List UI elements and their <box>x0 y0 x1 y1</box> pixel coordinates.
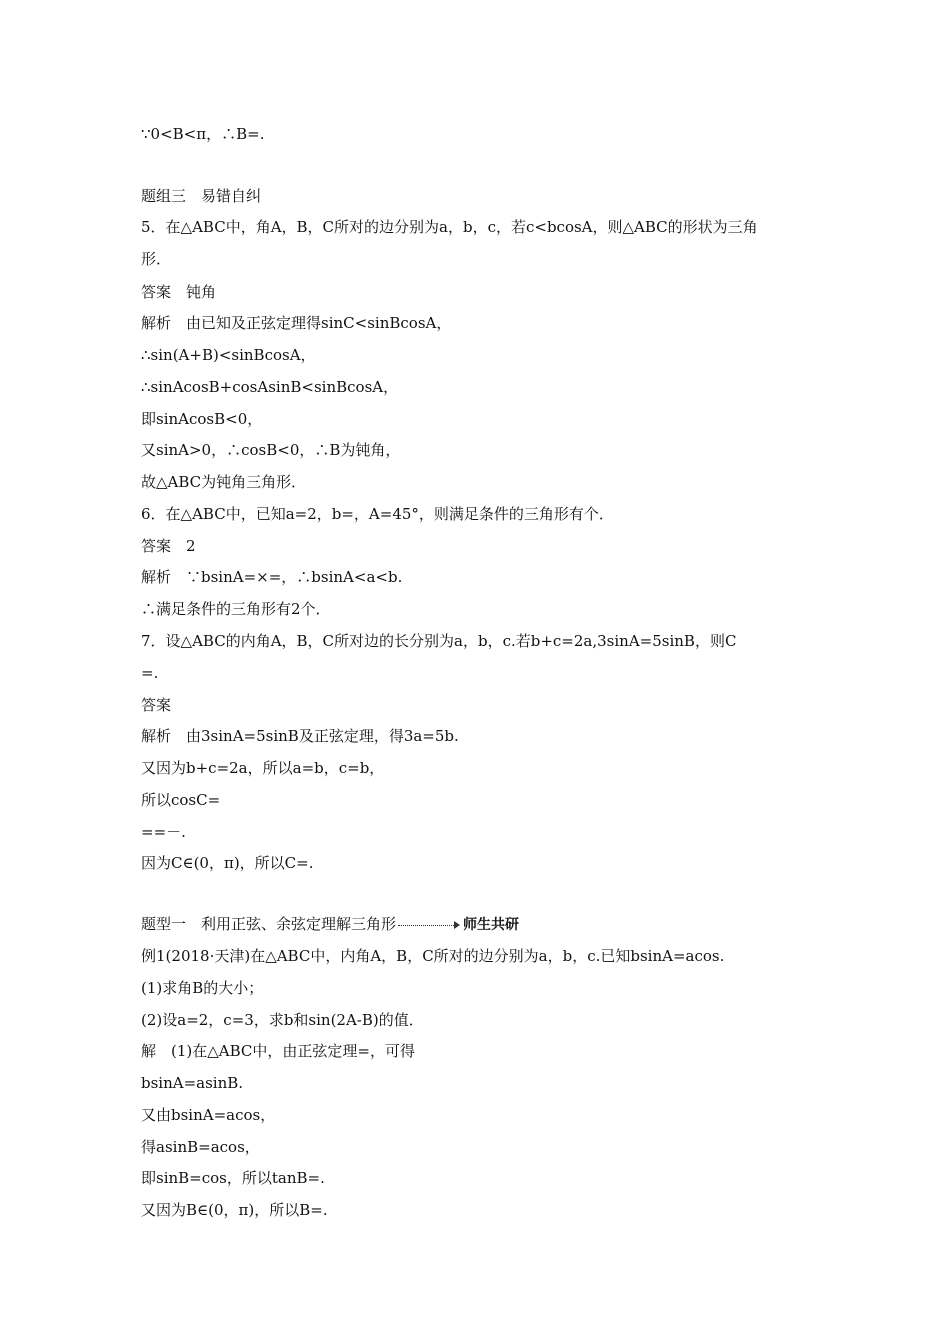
text-line: bsinA=asinB. <box>141 1074 244 1092</box>
teacher-student-tag <box>398 915 519 935</box>
problem-7: 7．设△ABC的内角A，B，C所对边的长分别为a，b，c.若b+c=2a,3sinA=5sinB，则C <box>141 632 737 650</box>
text-line: 又因为B∈(0，π)，所以B=. <box>141 1201 328 1219</box>
text-line: 故△ABC为钝角三角形． <box>141 473 307 491</box>
section-heading: 题组三 易错自纠 <box>141 187 262 205</box>
dotted-leader <box>398 925 454 926</box>
text-line: 所以cosC= <box>141 791 221 809</box>
answer-line: 答案 钝角 <box>141 283 217 301</box>
text-line: ∴满足条件的三角形有2个． <box>141 600 331 618</box>
analysis-line: 解析 由已知及正弦定理得sinC<sinBcosA， <box>141 314 452 332</box>
text-line: 又sinA>0，∴cosB<0，∴B为钝角， <box>141 441 401 459</box>
text-line: 即sinB=cos，所以tanB=. <box>141 1169 325 1187</box>
text-line: 得asinB=acos， <box>141 1138 260 1156</box>
topic-heading-text: 题型一 利用正弦、余弦定理解三角形 <box>141 915 397 933</box>
solution-line: 解 (1)在△ABC中，由正弦定理=，可得 <box>141 1042 415 1060</box>
example-1: 例1(2018·天津)在△ABC中，内角A，B，C所对的边分别为a，b，c.已知bsinA=acos. <box>141 947 725 965</box>
text-line: (1)求角B的大小； <box>141 979 264 997</box>
text-line: ∴sin(A+B)<sinBcosA， <box>141 346 316 364</box>
text-line: ∴sinAcosB+cosAsinB<sinBcosA， <box>141 378 399 396</box>
text-line: 又由bsinA=acos， <box>141 1106 276 1124</box>
text-line: 即sinAcosB<0， <box>141 410 263 428</box>
topic-heading <box>141 914 519 935</box>
text-line: 因为C∈(0，π)，所以C=. <box>141 854 314 872</box>
text-line: ∵0<B<π，∴B=. <box>141 125 265 143</box>
answer-line: 答案 2 <box>141 537 196 555</box>
text-line: 形． <box>141 250 172 268</box>
answer-line: 答案 <box>141 696 172 714</box>
analysis-line: 解析 由3sinA=5sinB及正弦定理，得3a=5b. <box>141 727 459 745</box>
text-line: (2)设a=2，c=3，求b和sin(2A-B)的值． <box>141 1011 424 1029</box>
problem-5: 5．在△ABC中，角A，B，C所对的边分别为a，b，c，若c<bcosA，则△ABC的形状为三角 <box>141 218 758 236</box>
arrow-right-icon <box>454 921 460 929</box>
tag-label: 师生共研 <box>463 917 520 933</box>
text-line: ==－. <box>141 823 186 841</box>
analysis-line: 解析 ∵bsinA=×=，∴bsinA<a<b. <box>141 568 403 586</box>
text-line: 又因为b+c=2a，所以a=b，c=b， <box>141 759 385 777</box>
text-line: =. <box>141 664 159 682</box>
problem-6: 6．在△ABC中，已知a=2，b=，A=45°，则满足条件的三角形有个． <box>141 505 614 523</box>
